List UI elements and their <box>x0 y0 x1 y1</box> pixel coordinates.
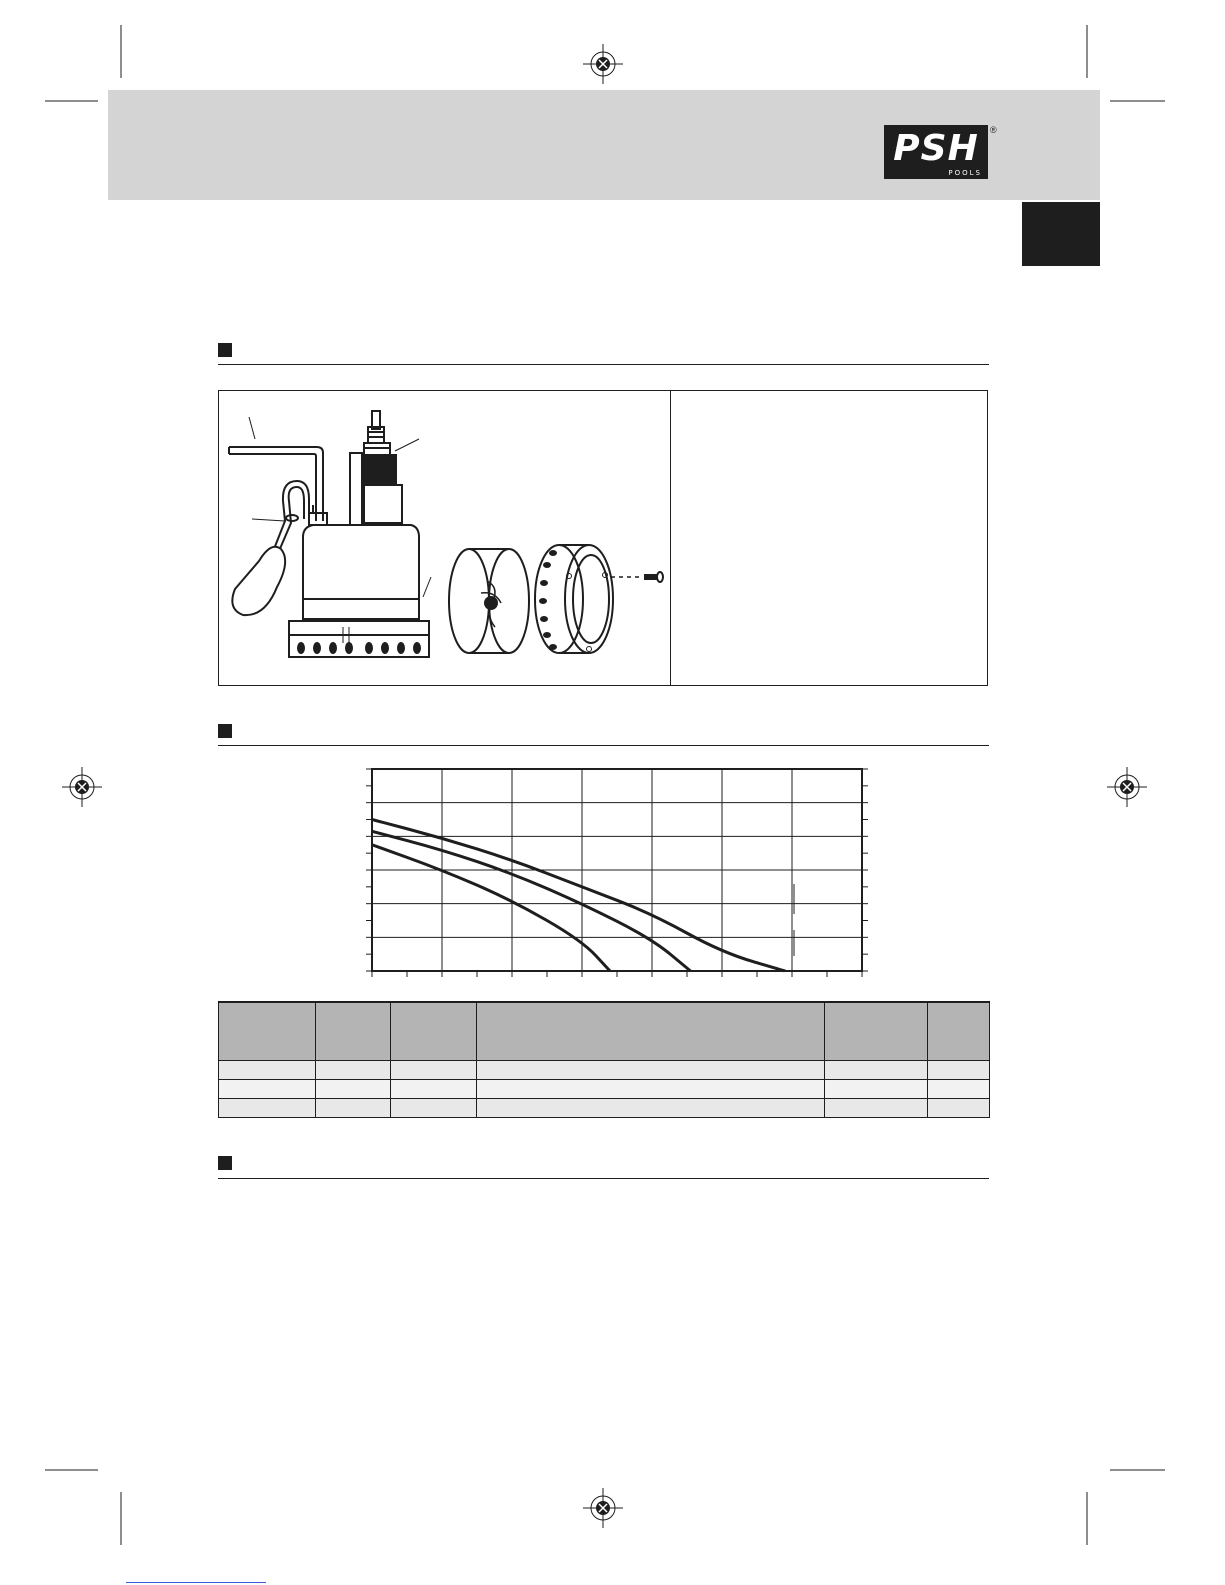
table-header-cell <box>928 1002 990 1061</box>
table-header-cell <box>219 1002 316 1061</box>
table-cell <box>219 1080 316 1099</box>
impeller-cover-part <box>449 549 529 653</box>
registration-mark-right <box>1107 767 1147 807</box>
pump-base-holes <box>297 642 421 654</box>
figure-divider <box>670 390 671 686</box>
table-cell <box>825 1099 928 1118</box>
table-row <box>219 1080 990 1099</box>
language-tab <box>1022 202 1100 266</box>
table-row <box>219 1061 990 1080</box>
section-2-rule <box>218 745 989 746</box>
table-row <box>219 1099 990 1118</box>
registration-mark-left <box>62 767 102 807</box>
table-cell <box>219 1061 316 1080</box>
specifications-table <box>218 1001 990 1118</box>
table-header-cell <box>316 1002 391 1061</box>
table-cell <box>825 1080 928 1099</box>
table-cell <box>316 1099 391 1118</box>
figure-description-panel <box>682 400 978 676</box>
performance-chart <box>355 760 885 980</box>
section-1-marker <box>218 343 232 357</box>
footer-link-underline[interactable] <box>126 1582 266 1583</box>
section-3-rule <box>218 1178 989 1179</box>
table-cell <box>928 1080 990 1099</box>
table-cell <box>391 1099 477 1118</box>
section-2-marker <box>218 724 232 738</box>
table-cell <box>316 1061 391 1080</box>
section-3-marker <box>218 1156 232 1170</box>
table-cell <box>219 1099 316 1118</box>
table-cell <box>477 1061 825 1080</box>
section-1-rule <box>218 364 989 365</box>
table-header-row <box>219 1002 990 1061</box>
table-cell <box>477 1099 825 1118</box>
brand-logo <box>884 125 988 179</box>
logo-subtext: POOLS <box>948 169 982 177</box>
registration-mark-bottom <box>583 1488 623 1528</box>
registration-mark-top <box>583 44 623 84</box>
table-cell <box>316 1080 391 1099</box>
table-cell <box>928 1061 990 1080</box>
float-switch-part <box>232 481 309 615</box>
screw-part <box>611 572 663 582</box>
pump-exploded-drawing <box>219 391 669 685</box>
logo-text: PSH <box>893 128 979 169</box>
table-header-cell <box>391 1002 477 1061</box>
table-cell <box>825 1061 928 1080</box>
table-header-cell <box>477 1002 825 1061</box>
table-cell <box>391 1080 477 1099</box>
registered-mark: ® <box>990 125 997 135</box>
chart-series-line-2 <box>372 831 691 971</box>
table-header-cell <box>825 1002 928 1061</box>
table-cell <box>477 1080 825 1099</box>
table-cell <box>391 1061 477 1080</box>
chart-series-line-1 <box>372 820 785 972</box>
chart-series-line-3 <box>372 845 610 971</box>
table-cell <box>928 1099 990 1118</box>
